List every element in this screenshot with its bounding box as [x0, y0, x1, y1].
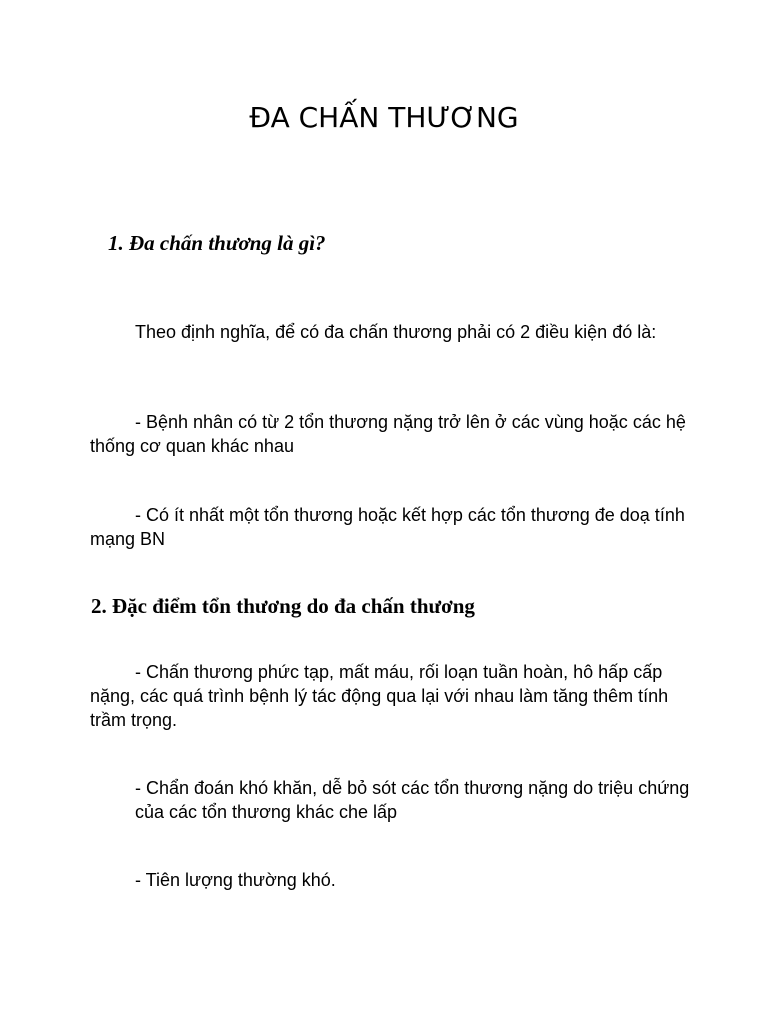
- section-2-paragraph-complexity: - Chấn thương phức tạp, mất máu, rối loạn tuần hoàn, hô hấp cấp nặng, các quá trình bệnh lý tác động qua lại với nhau làm tăng thêm tính trầm trọng.: [90, 662, 669, 730]
- section-1-paragraph-condition-1: - Bệnh nhân có từ 2 tổn thương nặng trở lên ở các vùng hoặc các hệ thống cơ quan khác nhau: [90, 412, 686, 456]
- section-1-heading: 1. Đa chấn thương là gì?: [108, 231, 326, 255]
- section-2-heading: 2. Đặc điểm tổn thương do đa chấn thương: [91, 594, 475, 618]
- section-1-paragraph-condition-2: - Có ít nhất một tổn thương hoặc kết hợp các tổn thương đe doạ tính mạng BN: [90, 505, 685, 549]
- section-2-paragraph-diagnosis: - Chẩn đoán khó khăn, dễ bỏ sót các tổn thương nặng do triệu chứng của các tổn thương khác che lấp: [135, 778, 690, 822]
- section-2-paragraph-prognosis: - Tiên lượng thường khó.: [135, 870, 336, 890]
- section-1-paragraph-definition: Theo định nghĩa, để có đa chấn thương phải có 2 điều kiện đó là:: [135, 322, 657, 342]
- document-title: ĐA CHẤN THƯƠNG: [249, 101, 519, 134]
